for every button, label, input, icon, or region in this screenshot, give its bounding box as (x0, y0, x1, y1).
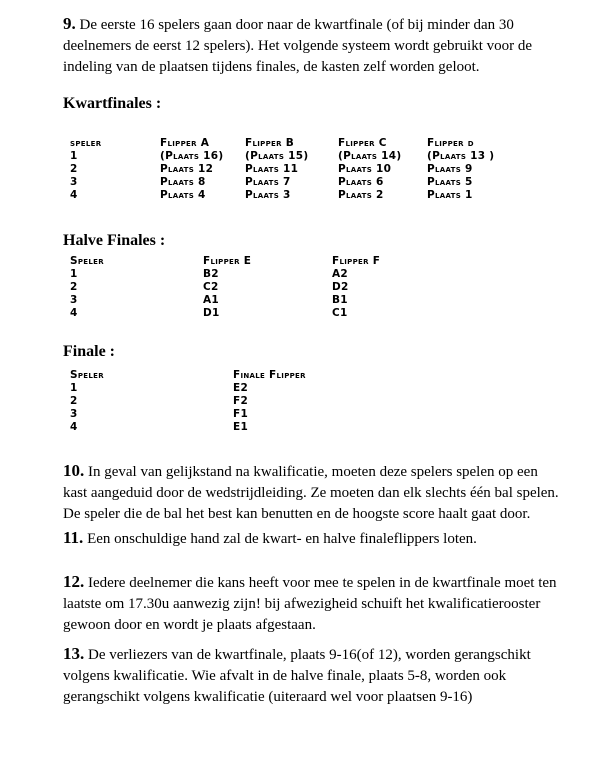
table-row (70, 176, 566, 189)
table-cell: 1 (70, 382, 78, 394)
paragraph-10 (63, 460, 560, 525)
table-header-cell: Speler (70, 255, 104, 267)
table-cell: F2 (233, 395, 249, 407)
paragraph-text: De verliezers van de kwartfinale, plaats 9-16(of 12), worden gerangschikt volgens kwalificatie. Wie afvalt in de halve finale, plaats 5-8, worden ook gerangschikt volgens kwalificatie (uiteraard wel voor plaatsen 9-16) (63, 647, 531, 705)
table-cell: (Plaats 16) (160, 150, 224, 162)
table-row (70, 421, 566, 434)
table-cell: B1 (332, 294, 348, 306)
paragraph-number: 11. (63, 528, 84, 547)
table-header-row (70, 137, 566, 150)
table-cell: 3 (70, 408, 78, 420)
table-cell: Plaats 9 (427, 163, 473, 175)
paragraph-text: Een onschuldige hand zal de kwart- en halve finaleflippers loten. (87, 531, 477, 547)
table-row (70, 281, 566, 294)
table-cell: Plaats 5 (427, 176, 473, 188)
table-cell: Plaats 3 (245, 189, 291, 201)
table-cell: Plaats 6 (338, 176, 384, 188)
paragraph-text: In geval van gelijkstand na kwalificatie, moeten deze spelers spelen op een kast aangeduid door de wedstrijdleiding. Ze moeten dan elk slechts één bal spelen. De speler die de bal het best kan benutten en de hoogste score haalt gaat door. (63, 464, 559, 522)
table-header-cell: Flipper C (338, 137, 387, 149)
table-cell: Plaats 1 (427, 189, 473, 201)
paragraph-number: 13. (63, 644, 85, 663)
table-header-cell: Flipper d (427, 137, 474, 149)
table-cell: 2 (70, 163, 78, 175)
table-cell: 4 (70, 307, 78, 319)
table-cell: 1 (70, 150, 78, 162)
finale-heading: Finale : (63, 343, 115, 360)
table-cell: Plaats 7 (245, 176, 291, 188)
table-header-cell: Flipper B (245, 137, 295, 149)
table-cell: F1 (233, 408, 249, 420)
paragraph-9 (63, 13, 560, 78)
table-cell: C2 (203, 281, 219, 293)
table-cell: Plaats 12 (160, 163, 214, 175)
table-header-row (70, 255, 566, 268)
table-row (70, 307, 566, 320)
table-cell: 3 (70, 176, 78, 188)
table-cell: Plaats 4 (160, 189, 206, 201)
table-row (70, 395, 566, 408)
table-cell: 4 (70, 421, 78, 433)
table-cell: Plaats 11 (245, 163, 299, 175)
table-cell: Plaats 10 (338, 163, 392, 175)
table-row (70, 408, 566, 421)
paragraph-12 (63, 571, 560, 636)
table-header-cell: speler (70, 137, 102, 149)
table-row (70, 189, 566, 202)
table-row (70, 163, 566, 176)
halve-finales-heading: Halve Finales : (63, 232, 166, 249)
paragraph-text: Iedere deelnemer die kans heeft voor mee te spelen in de kwartfinale moet ten laatste om 17.30u aanwezig zijn! bij afwezigheid schuift het kwalificatierooster gewoon door en wordt je plaats afgestaan. (63, 575, 557, 633)
kwartfinales-heading: Kwartfinales : (63, 95, 162, 112)
finale-table (70, 369, 566, 434)
table-cell: D1 (203, 307, 220, 319)
table-cell: Plaats 2 (338, 189, 384, 201)
table-cell: 2 (70, 281, 78, 293)
table-cell: B2 (203, 268, 219, 280)
paragraph-text: De eerste 16 spelers gaan door naar de kwartfinale (of bij minder dan 30 deelnemers de eerst 12 spelers). Het volgende systeem wordt gebruikt voor de indeling van de plaatsen tijdens finales, de kasten zelf worden geloot. (63, 17, 533, 75)
table-cell: 1 (70, 268, 78, 280)
table-cell: (Plaats 14) (338, 150, 402, 162)
table-row (70, 382, 566, 395)
table-cell: 2 (70, 395, 78, 407)
paragraph-number: 10. (63, 461, 85, 480)
table-cell: A2 (332, 268, 349, 280)
paragraph-number: 9. (63, 14, 76, 33)
table-cell: A1 (203, 294, 220, 306)
table-cell: Plaats 8 (160, 176, 206, 188)
table-cell: E2 (233, 382, 249, 394)
table-row (70, 150, 566, 163)
table-row (70, 294, 566, 307)
table-cell: 4 (70, 189, 78, 201)
table-header-row (70, 369, 566, 382)
paragraph-13 (63, 643, 560, 708)
table-cell: 3 (70, 294, 78, 306)
table-cell: D2 (332, 281, 349, 293)
kwartfinales-table (70, 137, 566, 202)
table-header-cell: Flipper F (332, 255, 381, 267)
halve-finales-table (70, 255, 566, 320)
table-cell: (Plaats 13 ) (427, 150, 495, 162)
paragraph-11 (63, 527, 560, 550)
table-header-cell: Finale Flipper (233, 369, 306, 381)
table-header-cell: Flipper A (160, 137, 210, 149)
table-row (70, 268, 566, 281)
table-cell: C1 (332, 307, 348, 319)
table-cell: E1 (233, 421, 249, 433)
table-header-cell: Flipper E (203, 255, 252, 267)
paragraph-number: 12. (63, 572, 85, 591)
table-header-cell: Speler (70, 369, 104, 381)
table-cell: (Plaats 15) (245, 150, 309, 162)
